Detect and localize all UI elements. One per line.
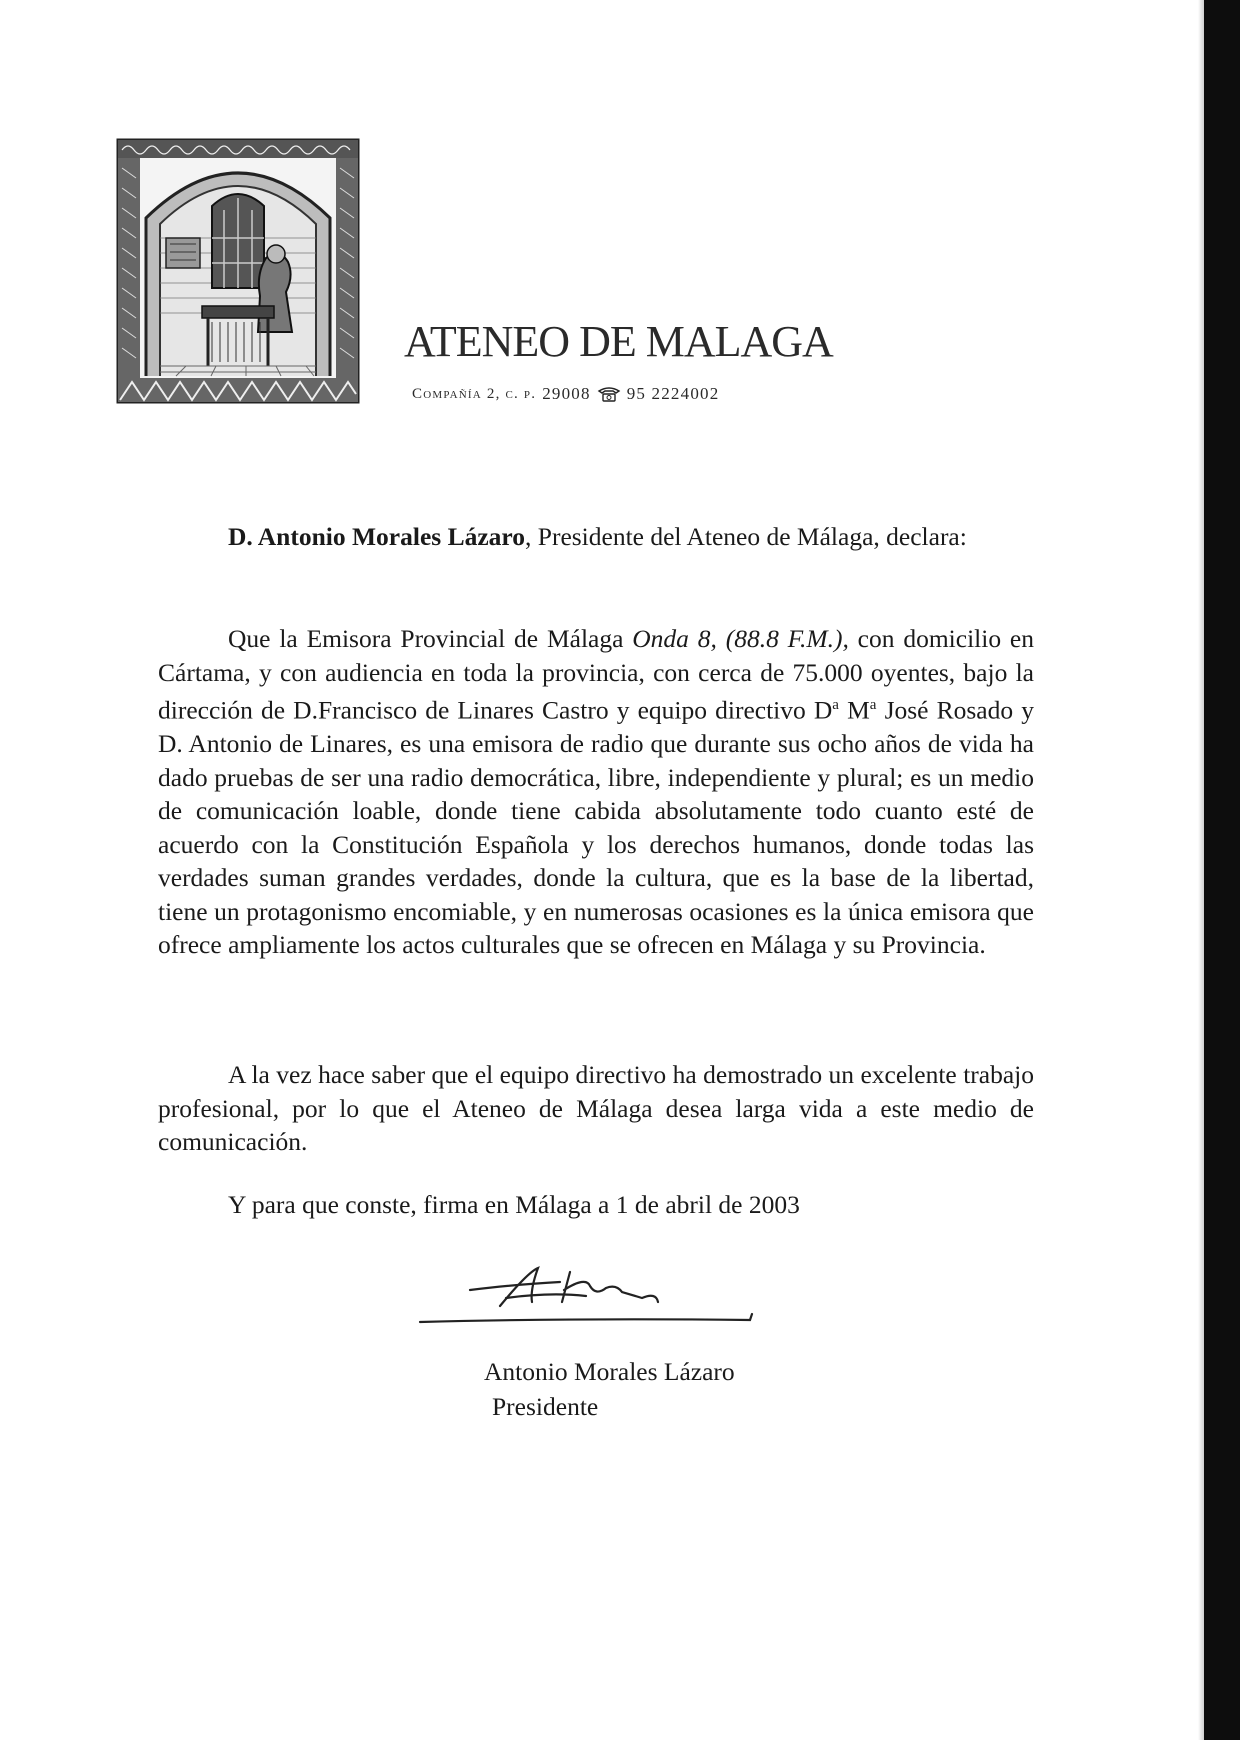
sender-name: D. Antonio Morales Lázaro xyxy=(228,522,526,551)
closing-text: A la vez hace saber que el equipo directivo ha demostrado un excelente trabajo profesional, por lo que el Ateneo de Málaga desea larga vida a este medio de comunicación. xyxy=(158,1060,1034,1156)
signatory-title: Presidente xyxy=(492,1392,599,1421)
address-phone: 95 2224002 xyxy=(626,384,720,403)
address-street: Compañía 2, c. p. xyxy=(412,385,537,402)
signing-line: Y para que conste, firma en Málaga a 1 de abril de 2003 xyxy=(228,1190,800,1219)
handwritten-signature-icon xyxy=(410,1262,770,1338)
letterhead-title: ATENEO DE MALAGA xyxy=(404,317,833,366)
superscript-a-2: a xyxy=(869,697,877,713)
telephone-icon xyxy=(597,386,621,402)
closing-paragraph xyxy=(158,1058,1034,1159)
scan-border xyxy=(1204,0,1240,1740)
address-postcode: 29008 xyxy=(542,384,591,403)
opening-paragraph xyxy=(158,520,1034,554)
main-text-d: José Rosado y D. Antonio de Linares, es una emisora de radio que durante sus ocho años de vida ha dado pruebas de ser una radio democrática, libre, independiente y plural; es un medio de comunicación loable, donde tiene cabida absolutamente todo cuanto esté de acuerdo con la Constitución Española y los derechos humanos, donde todas las verdades suman grandes verdades, donde la cultura, que es la base de la libertad, tiene un protagonismo encomiable, y en numerosas ocasiones es la única emisora que ofrece ampliamente los actos culturales que se ofrecen en Málaga y su Provincia. xyxy=(158,695,1034,959)
signatory-name: Antonio Morales Lázaro xyxy=(484,1357,735,1386)
letterhead-address xyxy=(412,384,719,404)
station-name: Onda 8, (88.8 F.M.), xyxy=(632,624,849,653)
woodcut-scholar-study-icon xyxy=(116,138,360,404)
superscript-a-1: a xyxy=(832,697,839,713)
opening-text: , Presidente del Ateneo de Málaga, declara: xyxy=(525,522,967,551)
main-text-a: Que la Emisora Provincial de Málaga xyxy=(228,624,633,653)
main-paragraph xyxy=(158,622,1034,962)
main-text-c: M xyxy=(838,695,870,725)
main-text-b: con domicilio en Cártama, y con audiencia en toda la provincia, con cerca de 75.000 oyentes, bajo la dirección de D.Francisco de Linares Castro y equipo directivo D xyxy=(158,624,1034,725)
